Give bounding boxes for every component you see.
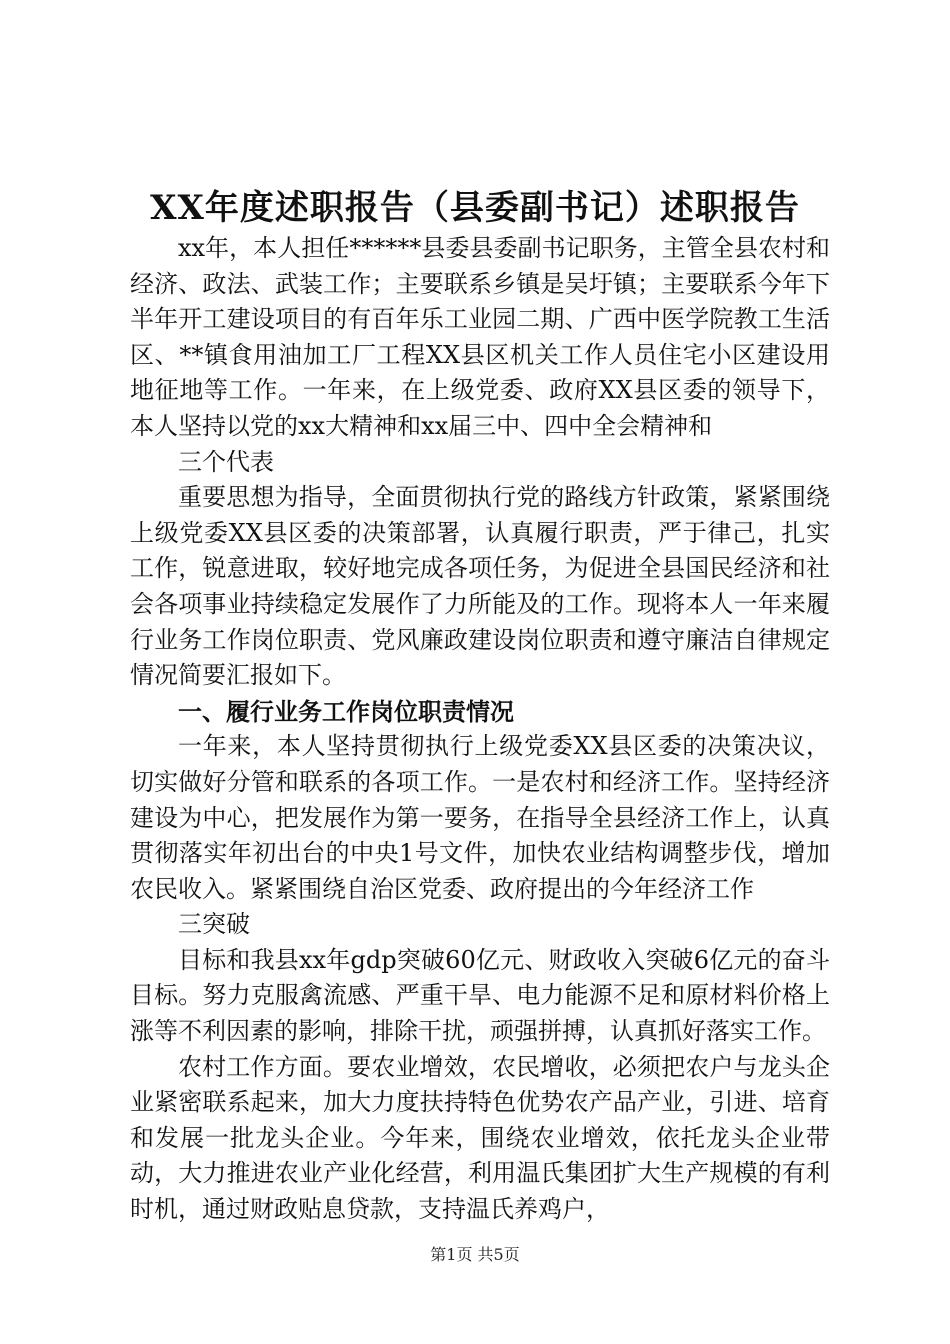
- paragraph: 三突破: [178, 910, 250, 939]
- section-heading: 一、履行业务工作岗位职责情况: [178, 696, 514, 726]
- paragraph: 目标和我县xx年gdp突破60亿元、财政收入突破6亿元的奋斗目标。努力克服禽流感、严重干旱、电力能源不足和原材料价格上涨等不利因素的影响，排除干扰，顽强拼搏，认真抓好落实工作。: [130, 945, 830, 1046]
- paragraph: xx年，本人担任******县委县委副书记职务，主管全县农村和经济、政法、武装工作；主要联系乡镇是吴圩镇；主要联系今年下半年开工建设项目的有百年乐工业园二期、广西中医学院教工生活区、**镇食用油加工厂工程XX县区机关工作人员住宅小区建设用地征地等工作。一年来，在上级党委、政府XX县区委的领导下，本人坚持以党的xx大精神和xx届三中、四中全会精神和: [130, 234, 830, 440]
- document-title: XX年度述职报告（县委副书记）述职报告: [150, 188, 800, 228]
- paragraph: 重要思想为指导，全面贯彻执行党的路线方针政策，紧紧围绕上级党委XX县区委的决策部署，认真履行职责，严于律己，扎实工作，锐意进取，较好地完成各项任务，为促进全县国民经济和社会各项事业持续稳定发展作了力所能及的工作。现将本人一年来履行业务工作岗位职责、党风廉政建设岗位职责和遵守廉洁自律规定情况简要汇报如下。: [130, 483, 830, 690]
- page-footer: 第1页 共5页: [430, 1245, 520, 1264]
- paragraph: 农村工作方面。要农业增效，农民增收，必须把农户与龙头企业紧密联系起来，加大力度扶持特色优势农产品产业，引进、培育和发展一批龙头企业。今年来，围绕农业增效，依托龙头企业带动，大力推进农业产业化经营，利用温氏集团扩大生产规模的有利时机，通过财政贴息贷款，支持温氏养鸡户，: [130, 1052, 830, 1224]
- document-body: [130, 231, 830, 1228]
- paragraph: 三个代表: [178, 447, 274, 476]
- paragraph: 一年来，本人坚持贯彻执行上级党委XX县区委的决策决议，切实做好分管和联系的各项工作。一是农村和经济工作。坚持经济建设为中心，把发展作为第一要务，在指导全县经济工作上，认真贯彻落实年初出台的中央1号文件，加快农业结构调整步伐，增加农民收入。紧紧围绕自治区党委、政府提出的今年经济工作: [130, 732, 830, 903]
